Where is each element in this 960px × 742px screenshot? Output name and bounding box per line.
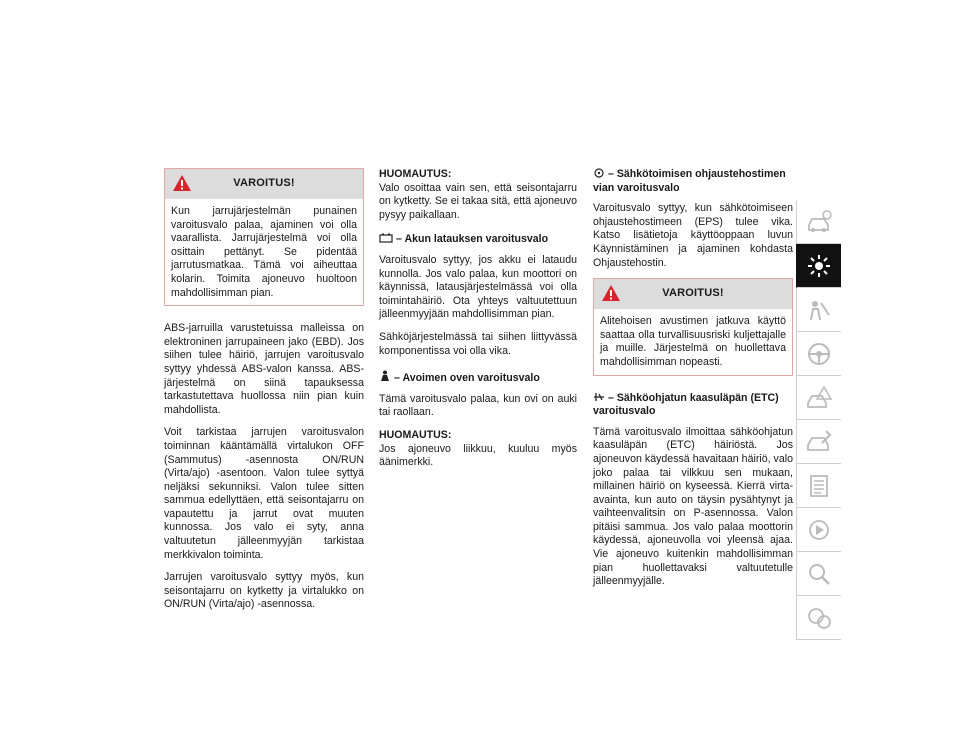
warning-body: Alitehoisen avustimen jatkuva käyttö saattaa olla turvallisuusriski kuljettajalle ja muille. Järjestelmä on huollettava mahdollisimman nopeasti. [600,315,786,368]
section-title: – Sähköohjatun kaasuläpän (ETC) varoitusvalo [593,391,779,418]
dashboard-lights-icon [804,251,834,281]
paragraph: Tämä varoitusvalo palaa, kun ovi on auki tai raollaan. [379,392,577,419]
section-title: – Avoimen oven varoitusvalo [394,372,540,385]
chapter-tab-languages[interactable] [796,596,841,640]
battery-icon [379,233,393,243]
chapter-tab-multimedia[interactable] [796,508,841,552]
chapter-tab-safety[interactable] [796,288,841,332]
multimedia-icon [804,515,834,545]
paragraph: Varoitusvalo syttyy, kun sähkötoimiseen ohjaustehostimeen (EPS) tulee vika. Katso lisätietoja käyttöoppaan luvun Käynnistäminen ja ajaminen kohdasta Ohjaustehostin. [593,202,793,269]
note-text: Jos ajoneuvo liikkuu, kuuluu myös äänimerkki. [379,442,577,469]
chapter-tab-specifications[interactable] [796,464,841,508]
index-search-icon [804,559,834,589]
chapter-tabs [796,200,842,640]
section-eps-heading [593,168,793,195]
warning-title: VAROITUS! [662,287,724,300]
section-etc-heading [593,392,793,419]
paragraph: ABS-jarruilla varustetuissa malleissa on elektroninen jarrupaineen jako (EBD). Jos siihen tulee häiriö, jarrujen varoitusvalo syttyy yhdessä ABS-valon kanssa. ABS-järjestelmä on siinä tapauksessa tarkastutettava huollossa niin pian kuin mahdollista. [164,322,364,416]
paragraph: Varoitusvalo syttyy, jos akku ei lataudu kunnolla. Jos valo palaa, kun moottori on käynnissä, latausjärjestelmässä voi olla toimintahäiriö. Ota yhteys valtuutettuun jälleenmyyjään mahdollisimman pian. [379,253,577,321]
warning-header [165,169,363,199]
section-battery-heading [379,233,577,247]
throttle-icon [593,392,605,402]
warning-header [594,279,792,309]
paragraph: Voit tarkistaa jarrujen varoitusvalon toiminnan kääntämällä virtalukon OFF (Sammutus) -asennosta ON/RUN (Virta/ajo) -asentoon. Valon tulee syttyä neljäksi sekunniksi. Valon tulee sitten sammua edellyttäen, että seisontajarru on vapautettu ja jarrut ovat muuten kunnossa. Jos valo ei syty, anna valtuutetun jälleenmyyjän tarkistaa merkkivalon toiminta. [164,426,364,561]
chapter-tab-instrument-panel[interactable] [796,244,841,288]
note-door [379,429,577,470]
section-door-heading [379,370,577,386]
column-3 [593,168,793,598]
chapter-tab-servicing[interactable] [796,420,841,464]
safety-icon [804,295,834,325]
languages-icon [804,603,834,633]
note-parking-brake [379,168,577,222]
warning-triangle-icon [172,174,192,192]
column-2 [379,168,577,479]
paragraph: Sähköjärjestelmässä tai siihen liittyvässä komponentissa voi olla vika. [379,330,577,357]
chapter-tab-index[interactable] [796,552,841,596]
warning-triangle-icon [601,284,621,302]
steering-icon [593,168,605,178]
warning-body: Kun jarrujärjestelmän punainen varoitusvalo palaa, ajaminen voi olla vaarallista. Jarrujärjestelmä voi olla osittain pettänyt. Se pidentää jarrutusmatkaa. Tämä voi aiheuttaa kolarin. Toimita ajoneuvo huoltoon mahdollisimman pian. [171,205,357,299]
section-title: – Sähkötoimisen ohjaustehostimen vian varoitusvalo [593,168,786,194]
emergency-icon [804,383,834,413]
note-label: HUOMAUTUS: [379,428,452,441]
note-text: Valo osoittaa vain sen, että seisontajarru on kytketty. Se ei takaa sitä, että ajoneuvo pysyy paikallaan. [379,181,577,221]
paragraph: Jarrujen varoitusvalo syttyy myös, kun seisontajarru on kytketty ja virtalukko on ON/RUN (Virta/ajo) -asennossa. [164,571,364,611]
paragraph: Tämä varoitusvalo ilmoittaa sähköohjatun kaasuläpän (ETC) häiriöstä. Jos ajoneuvon käydessä havaitaan häiriö, valo joko palaa tai vilkkuu sen mukaan, millainen häiriö on kyseessä. Kierrä virta-avainta, kun auto on täysin pysähtynyt ja vaihteenvalitsin on P-asennossa. Valon pitäisi sammua. Jos valo palaa moottorin käydessä, ajoneuvolla voi yleensä ajaa. Vie ajoneuvo kuitenkin mahdollisimman pian huollettavaksi valtuutetulle jälleenmyyjälle. [593,425,793,588]
warning-box-brakes [164,168,364,306]
column-1 [164,168,364,621]
warning-title: VAROITUS! [233,177,295,190]
chapter-tab-emergency[interactable] [796,376,841,420]
note-label: HUOMAUTUS: [379,168,452,180]
car-info-icon [804,207,834,237]
section-title: – Akun latauksen varoitusvalo [396,233,549,246]
chapter-tab-getting-to-know[interactable] [796,200,841,244]
chapter-tab-starting-driving[interactable] [796,332,841,376]
door-ajar-icon [379,370,391,382]
steering-wheel-icon [804,339,834,369]
specifications-icon [804,471,834,501]
service-car-icon [804,427,834,457]
warning-box-eps [593,278,793,375]
